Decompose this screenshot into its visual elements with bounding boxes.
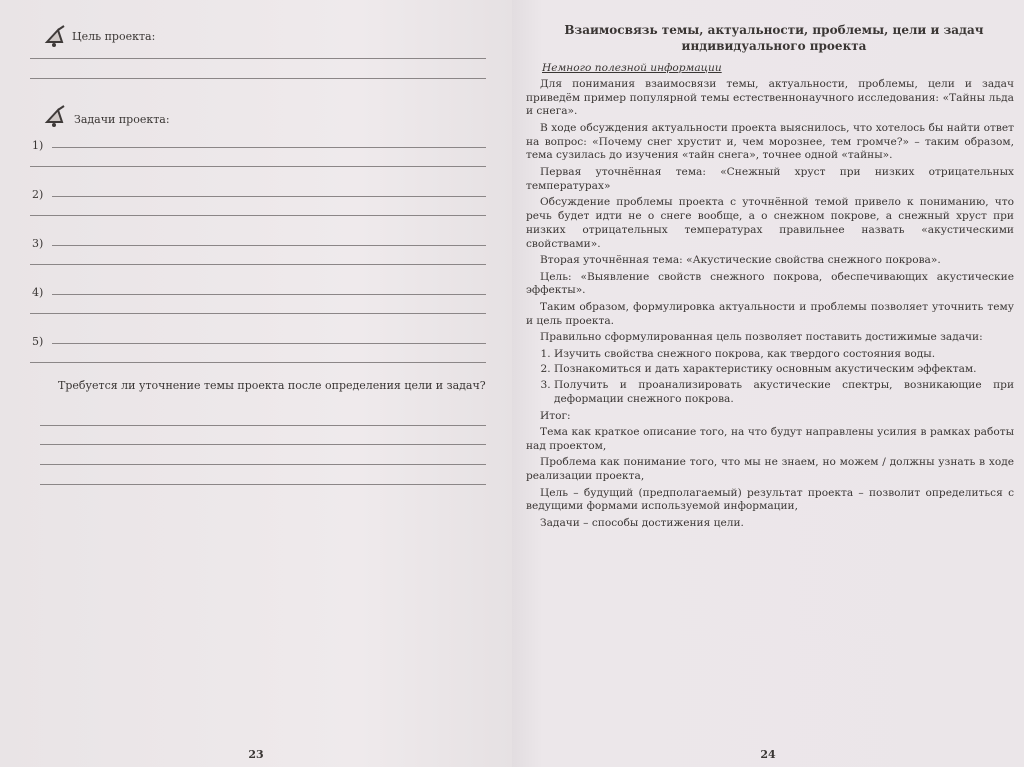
article-body bbox=[526, 62, 1014, 533]
answer-line-task2-a[interactable] bbox=[52, 196, 486, 197]
answer-line-goal-1[interactable] bbox=[30, 58, 486, 59]
answer-line-question-4[interactable] bbox=[40, 484, 486, 485]
task-number: 5) bbox=[32, 335, 44, 348]
summary-line: Цель – будущий (предполагаемый) результат проекта – позволит определиться с ведущими формами используемой информации, bbox=[526, 486, 1014, 513]
paragraph: Цель: «Выявление свойств снежного покрова, обеспечивающих акустические эффекты». bbox=[526, 270, 1014, 297]
answer-line-task5-a[interactable] bbox=[52, 343, 486, 344]
answer-line-task4-a[interactable] bbox=[52, 294, 486, 295]
list-item: 1. Изучить свойства снежного покрова, как твердого состояния воды. bbox=[554, 348, 1014, 362]
summary-line: Проблема как понимание того, что мы не знаем, но можем / должны узнать в ходе реализации проекта, bbox=[526, 456, 1014, 483]
task-list bbox=[526, 348, 1014, 407]
answer-line-task1-b[interactable] bbox=[30, 166, 486, 167]
answer-line-task1-a[interactable] bbox=[52, 147, 486, 148]
task-number: 4) bbox=[32, 286, 44, 299]
answer-line-question-3[interactable] bbox=[40, 464, 486, 465]
section-title bbox=[540, 22, 1008, 54]
section-title-line: Взаимосвязь темы, актуальности, проблемы, цели и задач bbox=[564, 23, 984, 37]
answer-line-task4-b[interactable] bbox=[30, 313, 486, 314]
bell-icon bbox=[44, 24, 68, 48]
info-heading: Немного полезной информации bbox=[542, 62, 722, 74]
right-page bbox=[512, 0, 1024, 767]
paragraph: Для понимания взаимосвязи темы, актуальности, проблемы, цели и задач приведём пример популярной темы естественнонаучного исследования: «Тайны льда и снега». bbox=[526, 77, 1014, 118]
answer-line-question-2[interactable] bbox=[40, 444, 486, 445]
summary-line: Задачи – способы достижения цели. bbox=[540, 516, 744, 529]
paragraph: Вторая уточнённая тема: «Акустические свойства снежного покрова». bbox=[540, 254, 941, 267]
answer-line-task5-b[interactable] bbox=[30, 362, 486, 363]
paragraph: Таким образом, формулировка актуальности и проблемы позволяет уточнить тему и цель проекта. bbox=[526, 300, 1014, 327]
refine-question: Требуется ли уточнение темы проекта после определения цели и задач? bbox=[58, 379, 486, 392]
task-number: 2) bbox=[32, 188, 44, 201]
page-number: 24 bbox=[760, 748, 776, 761]
answer-line-question-1[interactable] bbox=[40, 425, 486, 426]
paragraph: Первая уточнённая тема: «Снежный хруст при низких отрицательных температурах» bbox=[526, 165, 1014, 192]
answer-line-task2-b[interactable] bbox=[30, 215, 486, 216]
list-item: 2. Познакомиться и дать характеристику основным акустическим эффектам. bbox=[554, 363, 1014, 377]
answer-line-task3-b[interactable] bbox=[30, 264, 486, 265]
summary-label: Итог: bbox=[540, 409, 571, 422]
page-number: 23 bbox=[248, 748, 264, 761]
bell-icon bbox=[44, 104, 68, 128]
section-title-line: индивидуального проекта bbox=[681, 39, 867, 53]
paragraph: В ходе обсуждения актуальности проекта выяснилось, что хотелось бы найти ответ на вопрос: «Почему снег хрустит и, чем морознее, тем громче?» – таким образом, тема сузилась до изучения «тайн снега», точнее одной «тайны». bbox=[526, 121, 1014, 162]
paragraph: Обсуждение проблемы проекта с уточнённой темой привело к пониманию, что речь будет идти не о снеге вообще, а о снежном покрове, а снежный хруст при низких отрицательных температурах правильнее назвать «акустическими свойствами». bbox=[526, 196, 1014, 250]
answer-line-task3-a[interactable] bbox=[52, 245, 486, 246]
answer-line-goal-2[interactable] bbox=[30, 78, 486, 79]
task-number: 3) bbox=[32, 237, 44, 250]
paragraph: Правильно сформулированная цель позволяет поставить достижимые задачи: bbox=[540, 331, 983, 344]
task-number: 1) bbox=[32, 139, 44, 152]
tasks-label: Задачи проекта: bbox=[74, 113, 170, 126]
goal-label: Цель проекта: bbox=[72, 30, 156, 43]
list-item: 3. Получить и проанализировать акустические спектры, возникающие при деформации снежного покрова. bbox=[554, 379, 1014, 407]
summary-line: Тема как краткое описание того, на что будут направлены усилия в рамках работы над проектом, bbox=[526, 426, 1014, 452]
